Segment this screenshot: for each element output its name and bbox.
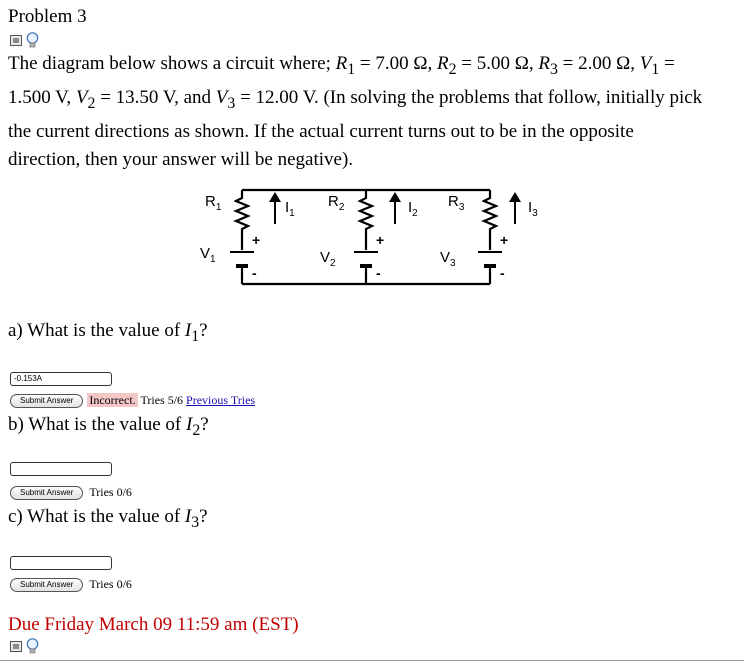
plus-3: + [500, 232, 509, 248]
hint-bulb-icon[interactable] [26, 638, 39, 654]
label-i1: $I_1$ [285, 199, 295, 219]
statement-line-1: The diagram below shows a circuit where; $R_1 = 7.00$ Ω, $R_2 = 5.00$ Ω, $R_3 = 2.00$ Ω, $V_1$ = [8, 53, 675, 78]
tries-c: Tries 0/6 [89, 577, 132, 591]
footer-tools [10, 638, 39, 654]
statement-line-3: the current directions as shown. If the actual current turns out to be in the opposite [8, 120, 634, 142]
label-r3: $R_3$ [448, 193, 465, 213]
submit-answer-button-b[interactable]: Submit Answer [10, 486, 83, 500]
incorrect-badge: Incorrect. [89, 393, 136, 407]
minus-1: - [252, 265, 257, 281]
plus-2: + [376, 232, 385, 248]
label-i3: $I_3$ [528, 199, 538, 219]
answer-row-b [10, 485, 132, 500]
due-date: Due Friday March 09 11:59 am (EST) [8, 614, 299, 635]
submit-answer-button-a[interactable]: Submit Answer [10, 394, 83, 408]
problem-tools [10, 32, 39, 48]
tries-b: Tries 0/6 [89, 485, 132, 499]
submit-answer-button-c[interactable]: Submit Answer [10, 578, 83, 592]
label-v1: $V_1$ [200, 245, 216, 265]
question-c: c) What is the value of $I_3$? [8, 506, 208, 531]
label-r2: $R_2$ [328, 193, 345, 213]
statement-line-2: 1.500 V, $V_2 = 13.50$ V, and $V_3 = 12.00$ V. (In solving the problems that follow, initially pick [8, 86, 703, 112]
answer-input-a[interactable]: -0.153A [10, 372, 112, 386]
question-a: a) What is the value of $I_1$? [8, 320, 208, 345]
question-b: b) What is the value of $I_2$? [8, 414, 209, 439]
answer-row-a [10, 393, 255, 408]
document-icon[interactable] [10, 641, 22, 652]
tries-a: Tries 5/6 [140, 393, 184, 407]
problem-statement [8, 50, 740, 174]
hint-bulb-icon[interactable] [26, 32, 39, 48]
circuit-diagram [190, 180, 540, 300]
answer-input-b[interactable] [10, 462, 112, 476]
problem-title: Problem 3 [8, 6, 87, 27]
status-a [87, 393, 255, 408]
plus-1: + [252, 232, 261, 248]
document-icon[interactable] [10, 35, 22, 46]
answer-row-c [10, 577, 132, 592]
previous-tries-link[interactable]: Previous Tries [186, 393, 256, 407]
divider [0, 660, 744, 661]
label-i2: $I_2$ [408, 199, 418, 219]
statement-line-4: direction, then your answer will be negative). [8, 148, 354, 170]
minus-2: - [376, 265, 381, 281]
minus-3: - [500, 265, 505, 281]
answer-input-c[interactable] [10, 556, 112, 570]
label-v3: $V_3$ [440, 249, 456, 269]
label-v2: $V_2$ [320, 249, 336, 269]
label-r1: $R_1$ [205, 193, 222, 213]
